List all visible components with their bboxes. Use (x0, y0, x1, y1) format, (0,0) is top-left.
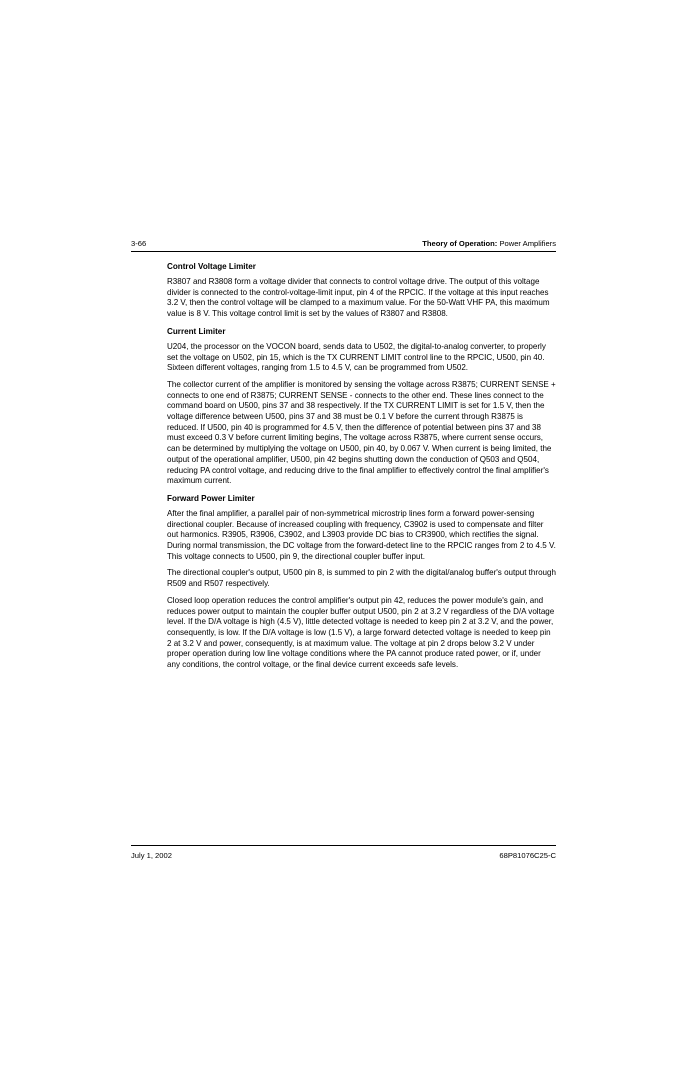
paragraph: U204, the processor on the VOCON board, sends data to U502, the digital-to-analog converter, to properly set the voltage on U502, pin 15, which is the TX CURRENT LIMIT control line to the RPCIC, U500, pin 40. Sixteen different voltages, ranging from 1.5 to 4.5 V, can be programmed from U502. (167, 341, 546, 373)
paragraph: The directional coupler's output, U500 pin 8, is summed to pin 2 with the digital/analog buffer's output through R509 and R507 respectively. (167, 568, 556, 589)
footer-date: July 1, 2002 (131, 851, 172, 860)
heading-control-voltage-limiter: Control Voltage Limiter (167, 262, 256, 271)
paragraph: Closed loop operation reduces the control amplifier's output pin 42, reduces the power module's gain, and reduces power output to maintain the coupler buffer output U500, pin 2 at 3.2 V regardless of the D/A voltage level. If the D/A voltage is high (4.5 V), little detected voltage is needed to keep pin 2 at 3.2 V, and the power, consequently, is low. If the D/A voltage is low (1.5 V), a large forward detected voltage is needed to keep pin 2 at 3.2 V and power, consequently, is at maximum value. The voltage at pin 2 drops below 3.2 V under proper operation during low line voltage conditions where the PA cannot produce rated power, or if, under any conditions, the control voltage, or the final device current exceeds safe levels. (167, 595, 555, 670)
header-rule (131, 251, 556, 252)
section-title-rest: Power Amplifiers (497, 239, 556, 248)
heading-current-limiter: Current Limiter (167, 326, 226, 336)
page-number: 3-66 (131, 239, 147, 248)
page-header (131, 238, 556, 250)
footer-rule (131, 845, 556, 846)
footer-doc-number: 68P81076C25-C (499, 851, 556, 860)
heading-forward-power-limiter: Forward Power Limiter (167, 493, 255, 503)
page-footer (131, 850, 556, 862)
page-body (167, 261, 556, 677)
paragraph: After the final amplifier, a parallel pair of non-symmetrical microstrip lines form a forward power-sensing directional coupler. Because of increased coupling with frequency, C3902 is used to compensate and filter out harmonics. R3905, R3906, C3902, and L3903 provide DC bias to CR3900, which rectifies the signal. During normal transmission, the DC voltage from the forward-detect line to the RPCIC ranges from 2 to 4.5 V. This voltage connects to U500, pin 9, the directional coupler buffer input. (167, 508, 556, 561)
section-title (422, 238, 556, 250)
paragraph: The collector current of the amplifier is monitored by sensing the voltage across R3875; CURRENT SENSE + connects to one end of R3875; CURRENT SENSE - connects to the other end. These lines connect to the command board on U500, pins 37 and 38 respectively. If the TX CURRENT LIMIT is set for 1.5 V, then the voltage difference between U500, pins 37 and 38 must be 0.1 V before the current through R3875 is reduced. If U500, pin 40 is programmed for 4.5 V, then the difference of potential between pins 37 and 38 must exceed 0.3 V before current limiting begins, The voltage across R3875, where current sense occurs, can be determined by multiplying the voltage on U500, pin 40, by 0.067 V. When current is being limited, the output of the operational amplifier, U500, pin 42 begins shutting down the conduction of Q503 and Q504, reducing PA control voltage, and reducing drive to the final amplifier to effectively control the final amplifier's maximum current. (167, 379, 556, 486)
section-title-bold: Theory of Operation: (422, 239, 498, 248)
paragraph: R3807 and R3808 form a voltage divider that connects to control voltage drive. The output of this voltage divider is connected to the control-voltage-limit input, pin 4 of the RPCIC. If the voltage at this input reaches 3.2 V, then the control voltage will be clamped to a maximum value. For the 50-Watt VHF PA, this maximum value is 8 V. This voltage control limit is set by the values of R3807 and R3808. (167, 277, 550, 319)
